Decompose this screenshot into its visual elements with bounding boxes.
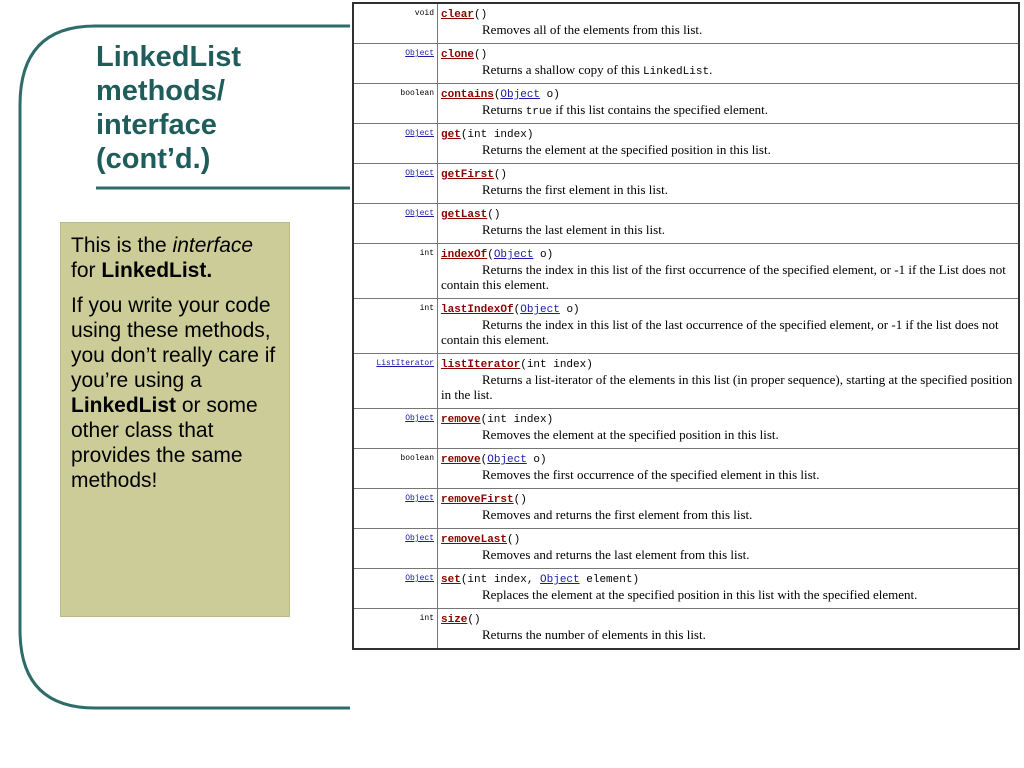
return-type-cell [353,3,438,44]
args-text: (int index) [480,414,554,426]
method-description: Returns a list-iterator of the elements in this list (in proper sequence), starting at the specified position in the list. [441,372,1013,402]
param-type-link[interactable]: Object [493,249,534,261]
return-type-link[interactable]: Object [405,129,434,138]
method-name-link[interactable]: contains [441,89,494,101]
title-line: methods/ [96,75,225,107]
method-name-link[interactable]: removeLast [441,534,508,546]
method-name-link[interactable]: getFirst [441,169,494,181]
method-name-link[interactable]: getLast [441,209,488,221]
args-text: () [493,169,508,181]
args-text-end: o) [540,89,560,101]
method-detail-cell [438,299,1020,354]
args-text: () [467,614,481,626]
title-line: LinkedList [96,41,242,73]
method-row [353,164,1019,204]
method-row [353,3,1019,44]
return-type-cell [353,204,438,244]
method-signature [441,574,1014,587]
method-description: Removes the first occurrence of the specified element in this list. [482,467,820,482]
args-text: (int index, [460,574,541,586]
return-type: int [419,614,434,623]
method-name-link[interactable]: lastIndexOf [441,304,514,316]
method-name-link[interactable]: set [441,574,461,586]
method-name-link[interactable]: get [441,129,461,141]
method-detail-cell [438,449,1020,489]
return-type-link[interactable]: Object [405,49,434,58]
return-type-cell [353,529,438,569]
method-row [353,489,1019,529]
param-type-link[interactable]: Object [487,454,527,466]
args-text: (int index) [520,359,593,371]
method-description: Removes all of the elements from this list. [482,22,703,37]
return-type: int [419,304,434,313]
method-description: Removes and returns the first element from this list. [482,507,753,522]
method-row [353,244,1019,299]
args-text: ( [480,454,488,466]
return-type-cell [353,164,438,204]
param-type-link[interactable]: Object [540,574,580,586]
return-type-link[interactable]: Object [405,169,434,178]
return-type-cell [353,84,438,124]
method-signature [441,614,1014,627]
method-signature [441,414,1014,427]
args-text: () [513,494,527,506]
param-type-link[interactable]: Object [520,304,560,316]
args-text: () [474,49,488,61]
args-text-end: o) [533,249,554,261]
method-row [353,354,1019,409]
method-signature [441,169,1014,182]
method-row [353,449,1019,489]
method-description: Returns a shallow copy of this LinkedList. [482,62,713,78]
method-detail-cell [438,3,1020,44]
method-row [353,609,1019,650]
method-name-link[interactable]: listIterator [441,359,521,371]
return-type: int [419,249,434,258]
method-description: Returns the number of elements in this list. [482,627,706,642]
method-detail-cell [438,529,1020,569]
method-signature [441,9,1014,22]
note-paragraph-1: This is the interface for LinkedList. [71,234,254,282]
return-type: void [414,9,434,18]
method-row [353,204,1019,244]
args-text: (int index) [460,129,534,141]
method-row [353,299,1019,354]
method-name-link[interactable]: clone [441,49,475,61]
slide-title [96,40,346,176]
method-name-link[interactable]: indexOf [441,249,488,261]
return-type-cell [353,449,438,489]
return-type-cell [353,354,438,409]
method-signature [441,209,1014,222]
method-name-link[interactable]: size [441,614,468,626]
method-description: Returns the index in this list of the first occurrence of the specified element, or -1 if the List does not contain this element. [441,262,1006,292]
method-description: Replaces the element at the specified position in this list with the specified element. [482,587,918,602]
method-description: Returns true if this list contains the specified element. [482,102,768,118]
return-type-link[interactable]: Object [405,494,434,503]
method-name-link[interactable]: remove [441,414,481,426]
param-type-link[interactable]: Object [500,89,541,101]
method-signature [441,304,1014,317]
method-description: Returns the index in this list of the last occurrence of the specified element, or -1 if the list does not contain this element. [441,317,999,347]
method-name-link[interactable]: clear [441,9,475,21]
method-name-link[interactable]: removeFirst [441,494,514,506]
return-type-link[interactable]: Object [405,534,434,543]
method-row [353,84,1019,124]
method-signature [441,49,1014,62]
explanation-note [60,222,290,617]
args-text: () [507,534,521,546]
method-row [353,529,1019,569]
method-row [353,409,1019,449]
method-signature [441,359,1014,372]
method-description: Removes the element at the specified position in this list. [482,427,779,442]
method-detail-cell [438,84,1020,124]
method-row [353,569,1019,609]
args-text-end: element) [579,574,640,586]
args-text: () [474,9,488,21]
return-type-link[interactable]: Object [405,209,434,218]
title-line: (cont’d.) [96,143,211,175]
method-signature [441,494,1014,507]
method-description: Returns the last element in this list. [482,222,666,237]
return-type: boolean [400,89,434,98]
method-summary-table [352,2,1020,650]
method-detail-cell [438,489,1020,529]
return-type-link[interactable]: ListIterator [376,359,434,368]
args-text: ( [493,89,501,101]
method-detail-cell [438,409,1020,449]
return-type-cell [353,244,438,299]
method-row [353,44,1019,84]
return-type-link[interactable]: Object [405,574,434,583]
method-signature [441,454,1014,467]
method-signature [441,249,1014,262]
return-type-cell [353,409,438,449]
method-signature [441,89,1014,102]
method-detail-cell [438,354,1020,409]
return-type-cell [353,609,438,650]
method-detail-cell [438,44,1020,84]
method-detail-cell [438,204,1020,244]
return-type-cell [353,489,438,529]
method-detail-cell [438,164,1020,204]
method-detail-cell [438,609,1020,650]
method-description: Returns the element at the specified position in this list. [482,142,771,157]
return-type-link[interactable]: Object [405,414,434,423]
return-type-cell [353,124,438,164]
return-type-cell [353,299,438,354]
args-text: ( [487,249,494,261]
title-line: interface [96,109,217,141]
args-text-end: o) [559,304,580,316]
return-type-cell [353,44,438,84]
return-type-cell [353,569,438,609]
method-description: Removes and returns the last element from this list. [482,547,750,562]
method-name-link[interactable]: remove [441,454,481,466]
method-row [353,124,1019,164]
method-description: Returns the first element in this list. [482,182,668,197]
args-text: () [487,209,501,221]
args-text-end: o) [526,454,547,466]
method-detail-cell [438,569,1020,609]
method-signature [441,534,1014,547]
method-detail-cell [438,124,1020,164]
method-detail-cell [438,244,1020,299]
args-text: ( [513,304,521,316]
note-paragraph-2: If you write your code using these methods, you don’t really care if you’re using a LinkedList or some other class that provides the same methods! [71,294,276,492]
return-type: boolean [400,454,434,463]
method-signature [441,129,1014,142]
